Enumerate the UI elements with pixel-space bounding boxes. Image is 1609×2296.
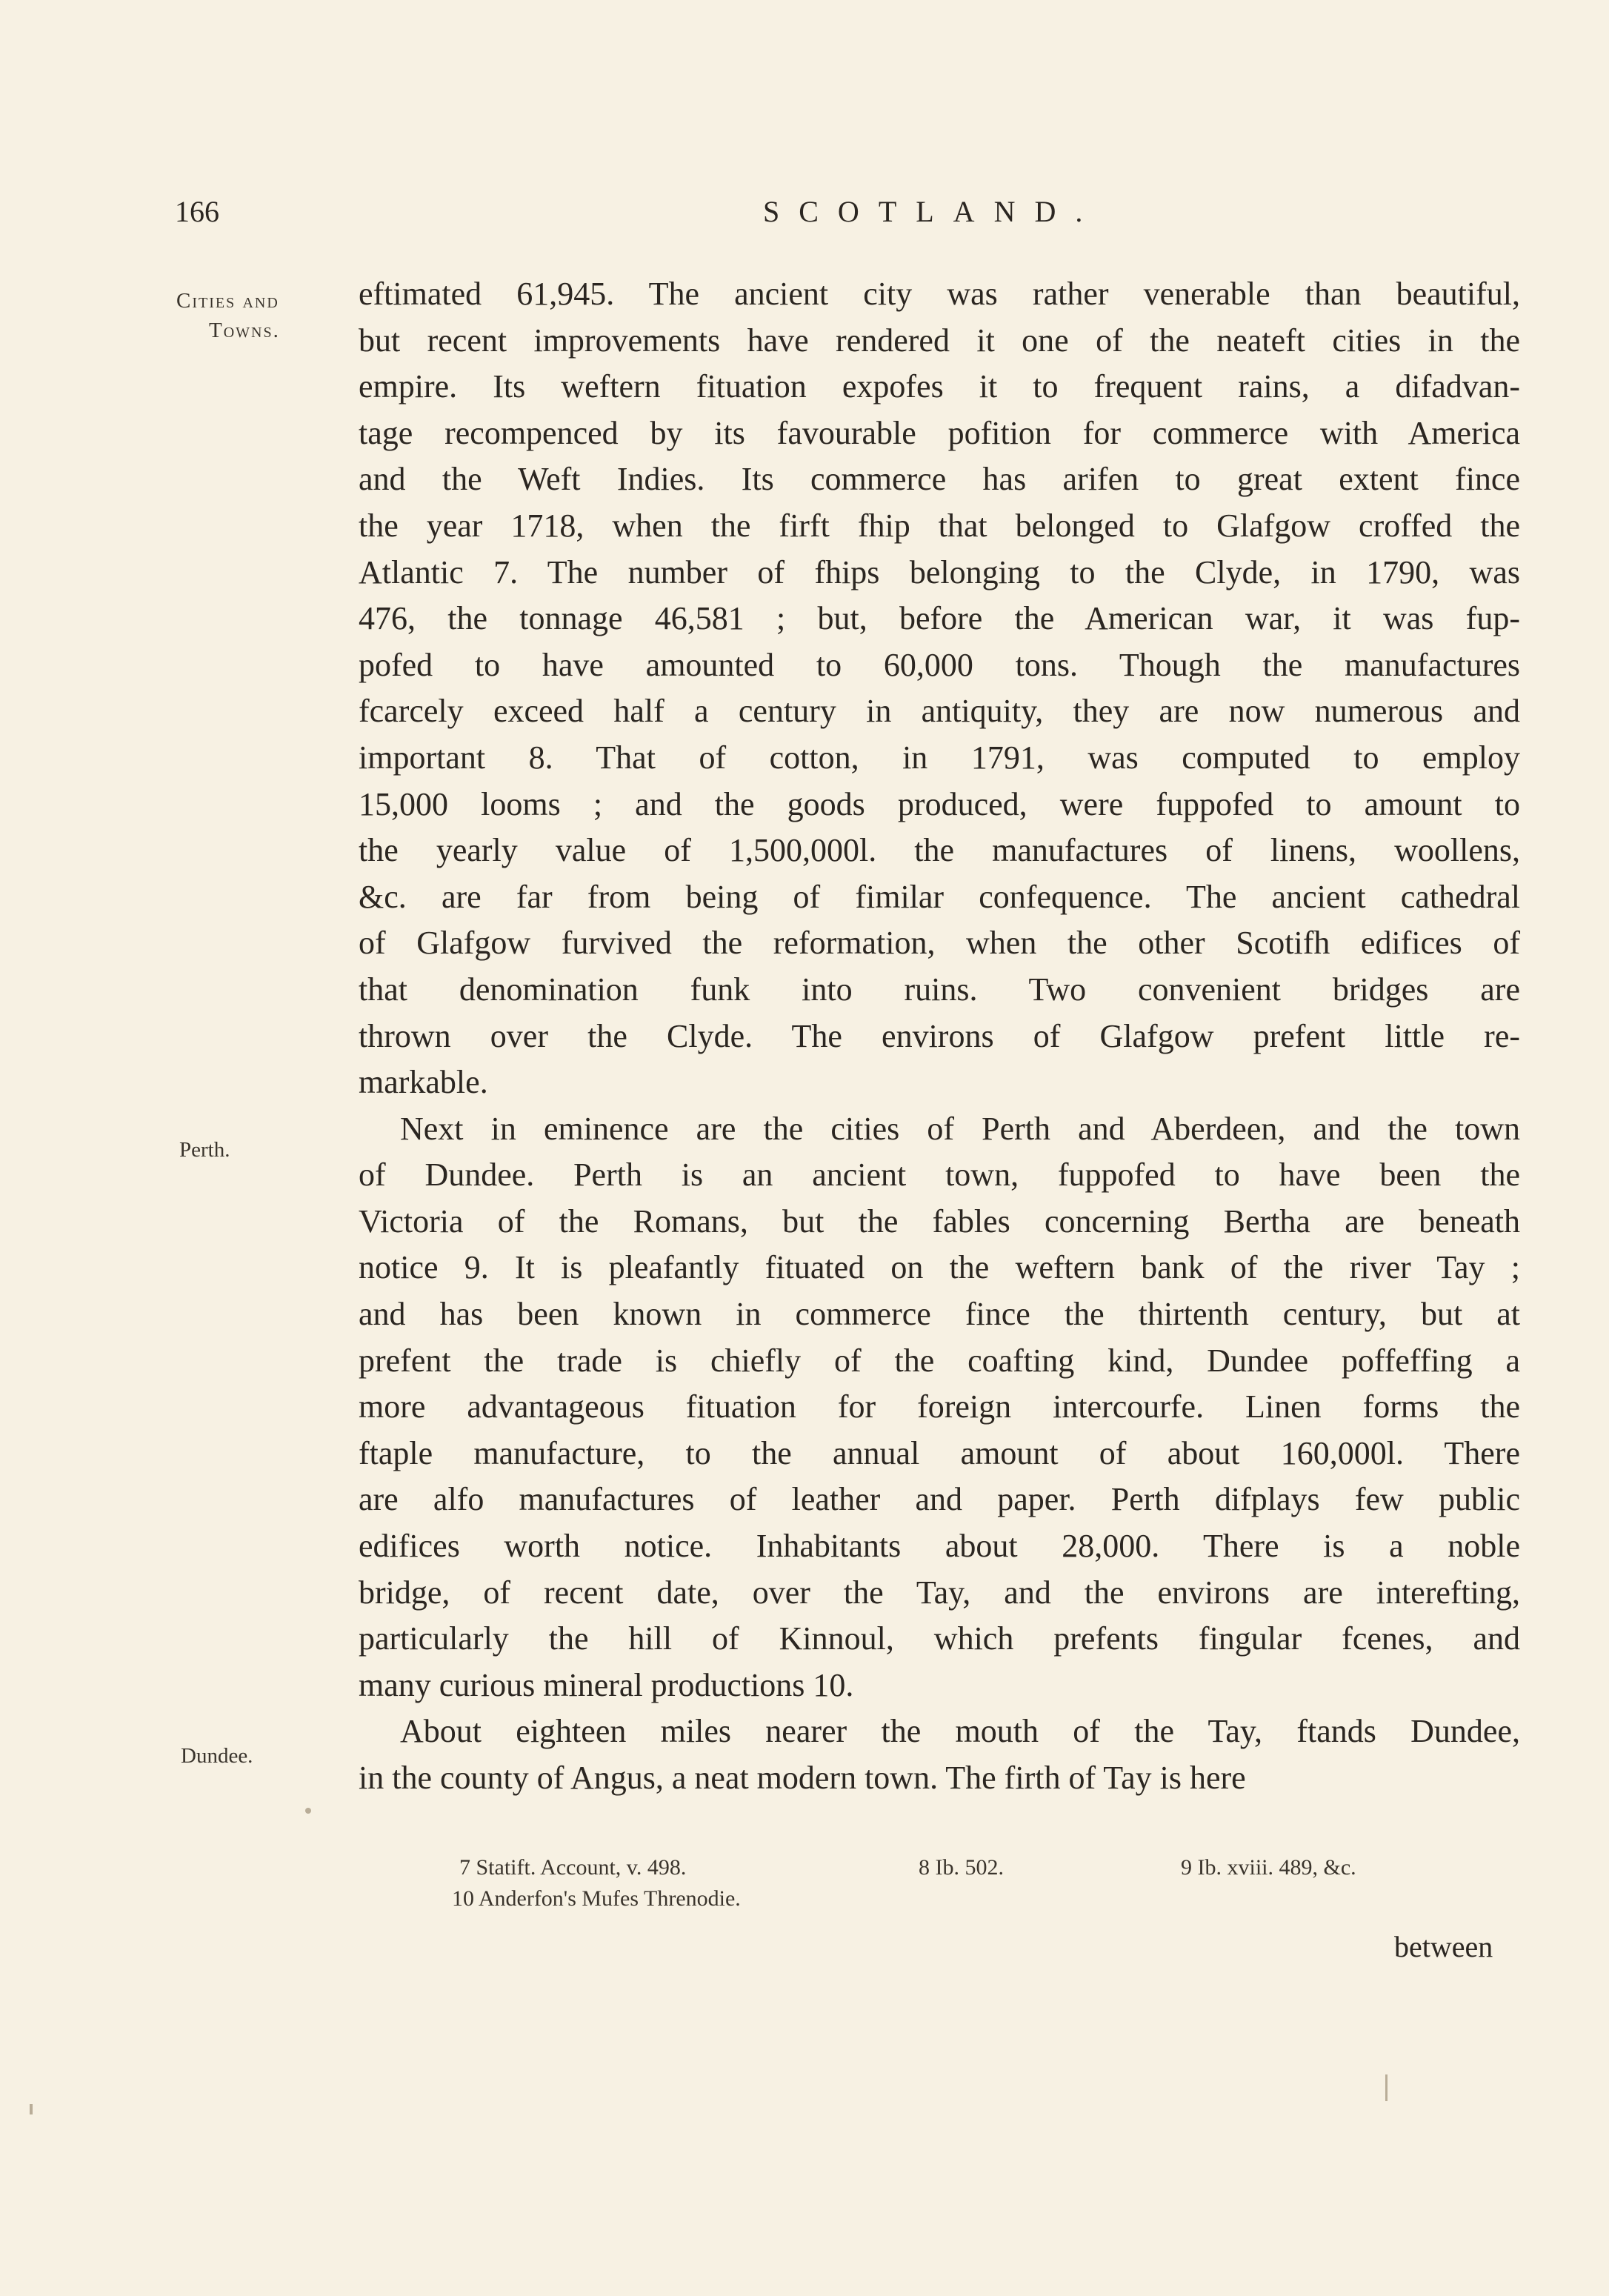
text-line: Next in eminence are the cities of Perth and Aberdeen, and the town <box>400 1110 1520 1147</box>
text-line: Victoria of the Romans, but the fables concerning Bertha are beneath <box>359 1202 1520 1239</box>
catchword: between <box>1394 1930 1493 1963</box>
text-line: but recent improvements have rendered it one of the neateft cities in the <box>359 322 1520 359</box>
text-line: of Dundee. Perth is an ancient town, fuppofed to have been the <box>359 1157 1520 1194</box>
text-line: many curious mineral productions 10. <box>359 1666 854 1703</box>
text-line: Atlantic 7. The number of fhips belonging to the Clyde, in 1790, was <box>359 553 1520 590</box>
text-line: pofed to have amounted to 60,000 tons. Though the manufactures <box>359 646 1520 683</box>
text-line: empire. Its weftern fituation expofes it to frequent rains, a difadvan- <box>359 368 1520 405</box>
main-text <box>359 271 1520 1802</box>
text-line: bridge, of recent date, over the Tay, and the environs are interefting, <box>359 1574 1520 1611</box>
text-line: the year 1718, when the firft fhip that belonged to Glafgow croffed the <box>359 507 1520 544</box>
text-line: important 8. That of cotton, in 1791, was computed to employ <box>359 739 1520 776</box>
paper-speck <box>30 2104 33 2114</box>
text-line: &c. are far from being of fimilar confequence. The ancient cathedral <box>359 878 1520 915</box>
footnote-10: 10 Anderfon's Mufes Threnodie. <box>452 1886 741 1911</box>
margin-note-perth: Perth. <box>179 1138 230 1162</box>
text-line: particularly the hill of Kinnoul, which prefents fingular fcenes, and <box>359 1620 1520 1657</box>
text-line: fcarcely exceed half a century in antiquity, they are now numerous and <box>359 693 1520 730</box>
margin-note-line: Cities and <box>176 289 279 313</box>
text-line: 15,000 looms ; and the goods produced, were fuppofed to amount to <box>359 785 1520 822</box>
text-line: of Glafgow furvived the reformation, when the other Scotifh edifices of <box>359 925 1520 962</box>
footnote-9: 9 Ib. xviii. 489, &c. <box>1181 1855 1356 1880</box>
text-line: thrown over the Clyde. The environs of Glafgow prefent little re- <box>359 1017 1520 1054</box>
running-title: SCOTLAND. <box>763 195 1102 228</box>
paper-speck <box>305 1808 311 1814</box>
text-line: ftaple manufacture, to the annual amount of about 160,000l. There <box>359 1434 1520 1471</box>
text-line: eftimated 61,945. The ancient city was rather venerable than beautiful, <box>359 276 1520 312</box>
text-line: more advantageous fituation for foreign intercourfe. Linen forms the <box>359 1388 1520 1425</box>
text-line: the yearly value of 1,500,000l. the manufactures of linens, woollens, <box>359 832 1520 869</box>
margin-note-cities-and-towns <box>176 286 347 345</box>
text-line: that denomination funk into ruins. Two convenient bridges are <box>359 971 1520 1008</box>
page-number: 166 <box>175 195 219 228</box>
text-line: edifices worth notice. Inhabitants about 28,000. There is a noble <box>359 1528 1520 1565</box>
text-line: 476, the tonnage 46,581 ; but, before the American war, it was fup- <box>359 600 1520 637</box>
text-line: prefent the trade is chiefly of the coafting kind, Dundee poffeffing a <box>359 1342 1520 1379</box>
footnote-7: 7 Statift. Account, v. 498. <box>459 1855 687 1880</box>
margin-note-dundee: Dundee. <box>181 1744 253 1768</box>
margin-note-line: Towns. <box>209 319 280 342</box>
text-line: markable. <box>359 1064 488 1101</box>
text-line: About eighteen miles nearer the mouth of the Tay, ftands Dundee, <box>400 1713 1520 1750</box>
text-line: and has been known in commerce fince the thirtenth century, but at <box>359 1296 1520 1333</box>
text-line: notice 9. It is pleafantly fituated on the weftern bank of the river Tay ; <box>359 1249 1520 1286</box>
footnote-8: 8 Ib. 502. <box>919 1855 1004 1880</box>
text-line: are alfo manufactures of leather and paper. Perth difplays few public <box>359 1481 1520 1518</box>
text-line: and the Weft Indies. Its commerce has arifen to great extent fince <box>359 461 1520 498</box>
paper-speck <box>1385 2074 1388 2101</box>
text-line: in the county of Angus, a neat modern town. The firth of Tay is here <box>359 1760 1246 1796</box>
text-line: tage recompenced by its favourable pofition for commerce with America <box>359 414 1520 451</box>
